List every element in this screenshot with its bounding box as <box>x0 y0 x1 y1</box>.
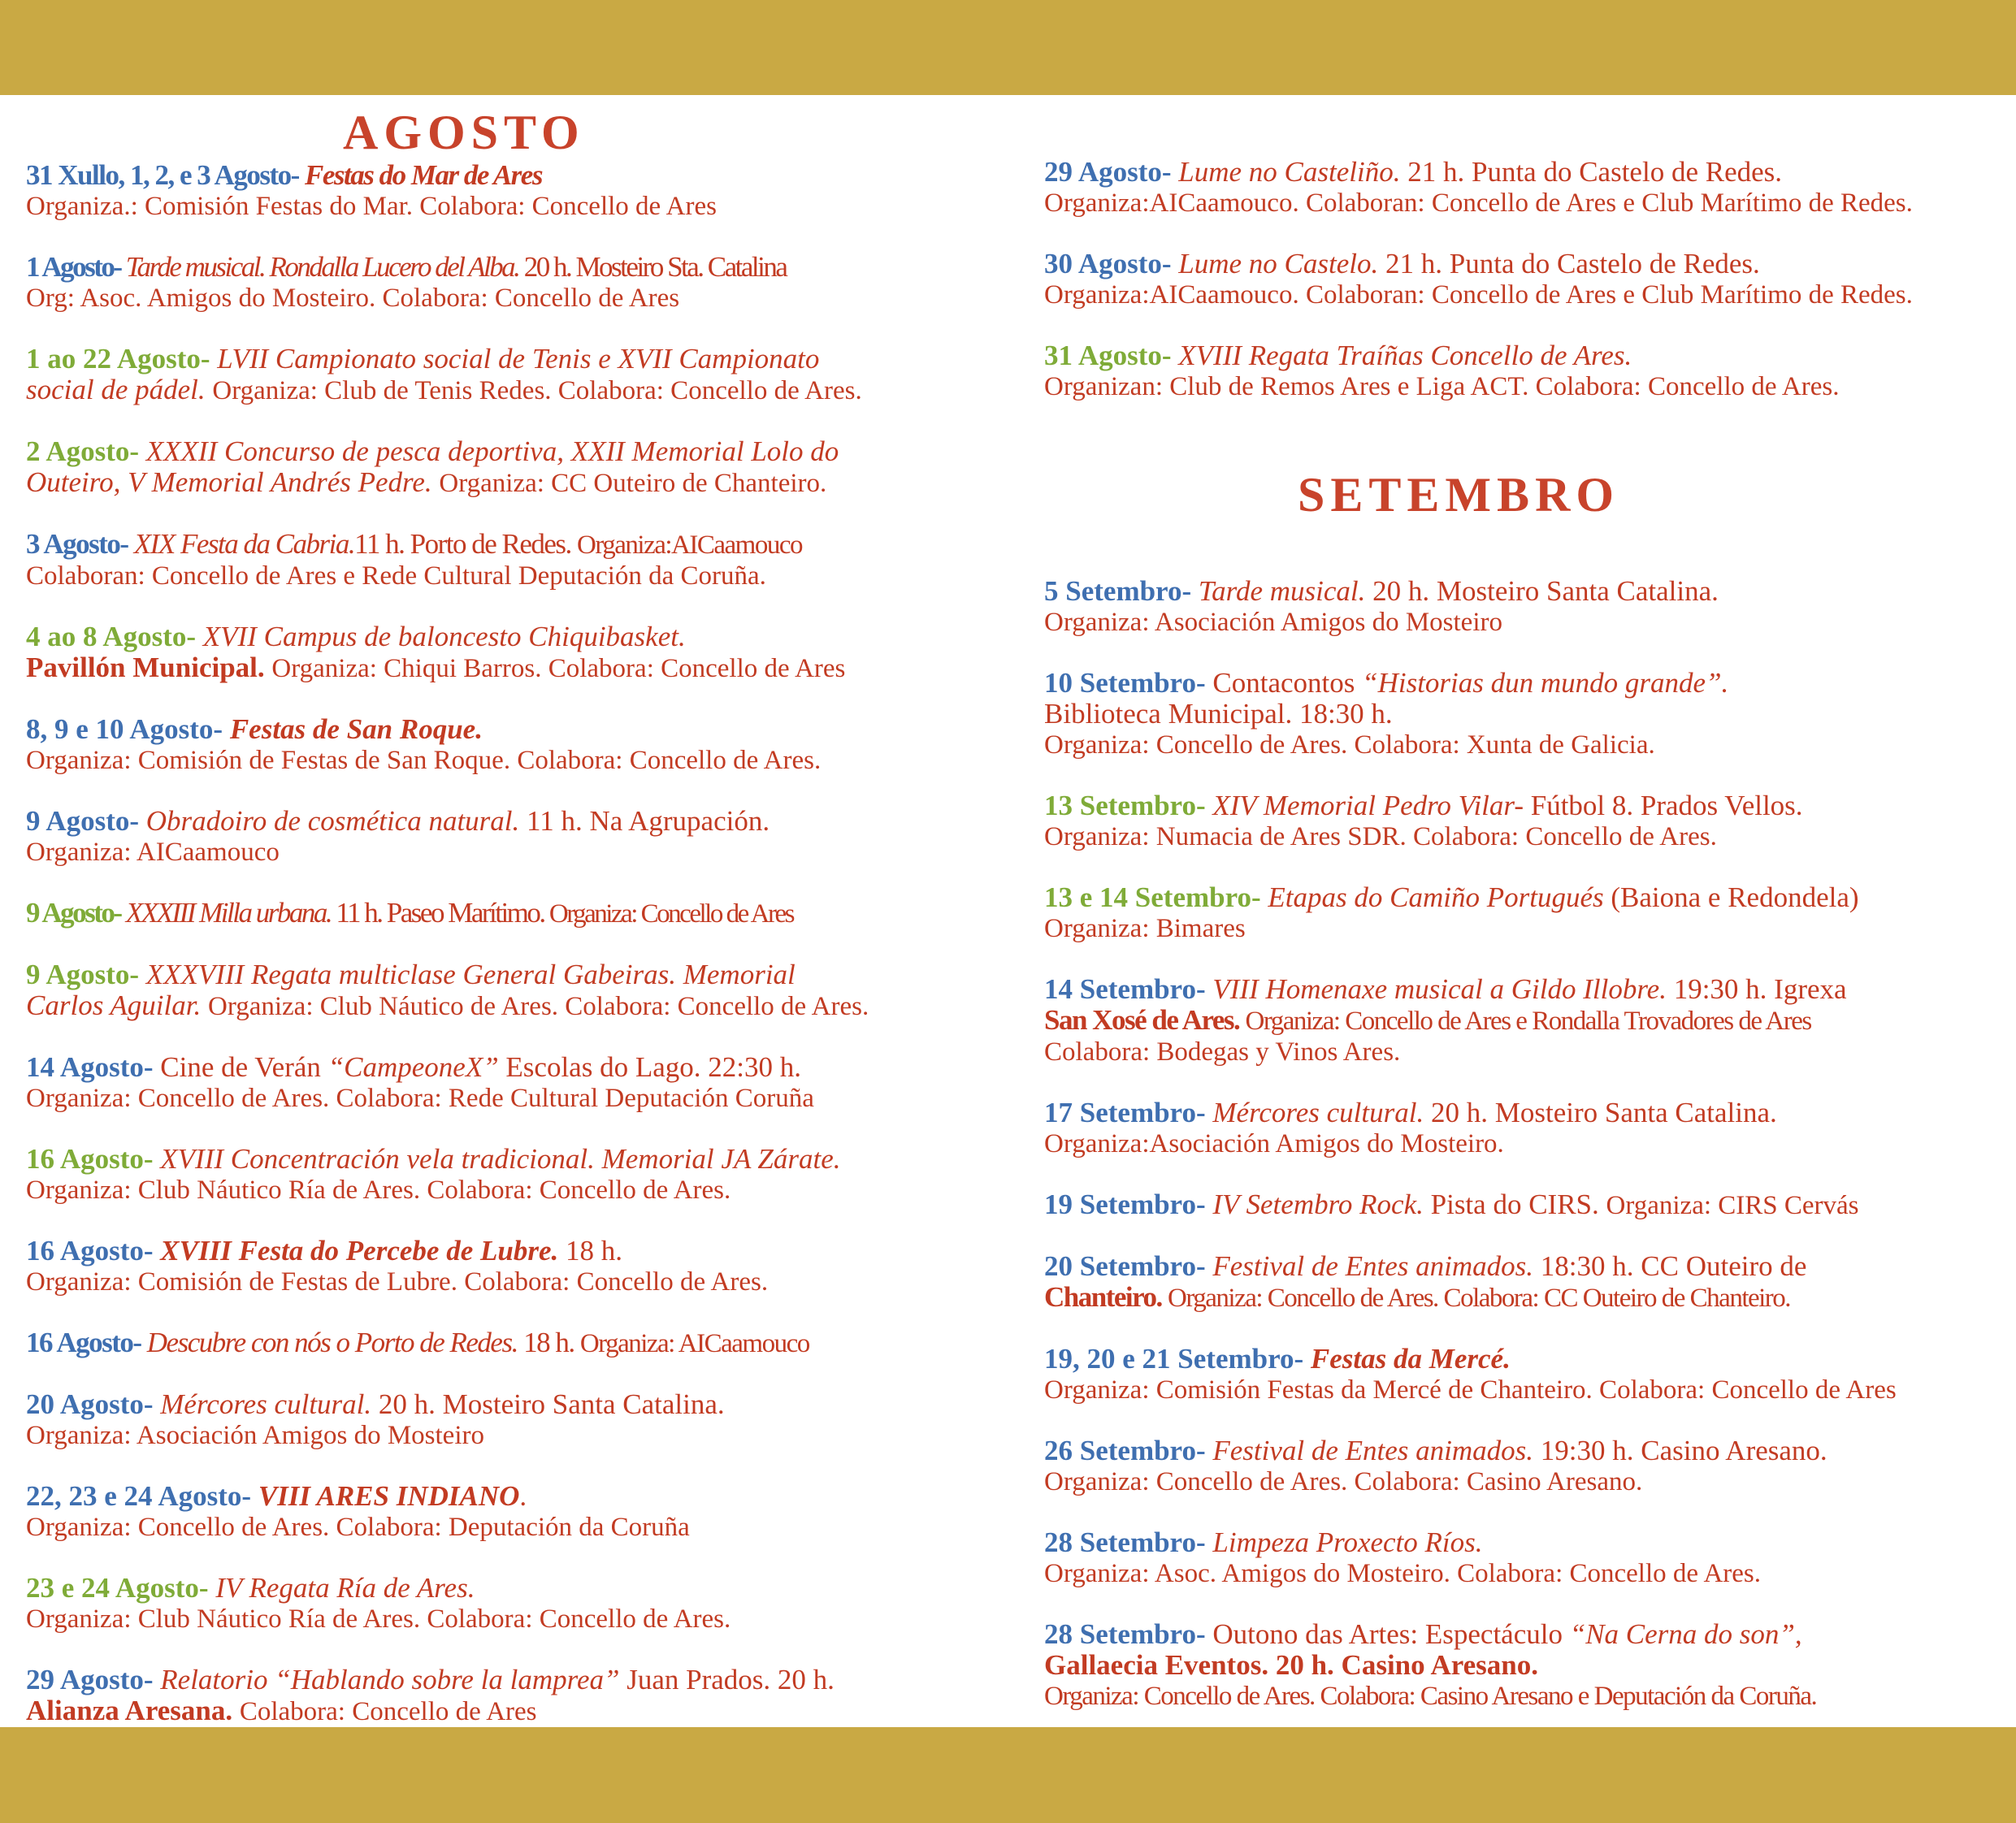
event-entry <box>26 959 1017 1022</box>
event-date: 19, 20 e 21 Setembro- <box>1044 1343 1304 1375</box>
event-date: 20 Setembro- <box>1044 1250 1206 1282</box>
event-detail: Juan Prados. 20 h. <box>626 1664 835 1695</box>
event-entry <box>1044 249 2003 310</box>
event-title: Obradoiro de cosmética natural. <box>145 805 520 837</box>
event-organizer: Organiza: Concello de Ares. Colabora: Deputación da Coruña <box>26 1513 690 1542</box>
event-detail: Cine de Verán <box>160 1051 321 1083</box>
top-gold-band <box>0 0 2016 95</box>
event-organizer: Organiza: Club Náutico de Ares. Colabora: Concello de Ares. <box>208 992 869 1021</box>
event-entry <box>26 1389 1017 1451</box>
event-date: 26 Setembro- <box>1044 1435 1206 1466</box>
event-entry <box>26 436 1017 499</box>
bottom-gold-band <box>0 1727 2016 1823</box>
event-detail: 19:30 h. Casino Aresano. <box>1540 1435 1827 1466</box>
event-entry <box>26 1573 1017 1635</box>
event-organizer: Organiza: AICaamouco <box>26 838 280 867</box>
event-title: IV Setembro Rock. <box>1212 1189 1424 1220</box>
event-date: 3 Agosto- <box>26 528 128 560</box>
event-detail: 20 h. Mosteiro Santa Catalina. <box>1372 575 1719 607</box>
event-detail: 21 h. Punta do Castelo de Redes. <box>1385 248 1760 279</box>
event-entry <box>26 1144 1017 1206</box>
event-collaborators: Colaboran: Concello de Ares e Rede Cultural Deputación da Coruña. <box>26 561 766 591</box>
event-entry <box>1044 340 2003 402</box>
event-detail: 11 h. Porto de Redes. <box>354 528 571 560</box>
event-organizer: Organiza:AICaamouco. Colaboran: Concello de Ares e Club Marítimo de Redes. <box>1044 280 1913 310</box>
event-entry <box>26 160 1017 222</box>
event-title: Festas do Mar de Ares <box>305 159 542 191</box>
event-organizer: Organiza: Club Náutico Ría de Ares. Colabora: Concello de Ares. <box>26 1176 731 1205</box>
event-title-cont: Outeiro, V Memorial Andrés Pedre. <box>26 466 432 498</box>
event-entry <box>26 714 1017 776</box>
event-title: Tarde musical. Rondalla Lucero del Alba. <box>125 251 519 283</box>
event-entry <box>26 1052 1017 1114</box>
event-detail: 19:30 h. Igrexa <box>1673 973 1847 1005</box>
event-date: 19 Setembro- <box>1044 1189 1206 1220</box>
event-date: 5 Setembro- <box>1044 575 1192 607</box>
event-detail: Fútbol 8. Prados Vellos. <box>1530 790 1803 821</box>
agosto-column <box>26 95 1017 1727</box>
event-organizer: Colabora: Concello de Ares <box>239 1697 537 1726</box>
event-date: 28 Setembro- <box>1044 1526 1206 1558</box>
event-entry <box>26 1665 1017 1727</box>
event-detail: Pista do CIRS. <box>1430 1189 1599 1220</box>
event-organizer: Organiza:Asociación Amigos do Mosteiro. <box>1044 1129 1504 1158</box>
event-entry <box>1044 1189 2003 1221</box>
event-entry <box>1044 1527 2003 1589</box>
event-organizer: Organiza:AICaamouco. Colaboran: Concello de Ares e Club Marítimo de Redes. <box>1044 188 1913 218</box>
event-organizer: Organiza: Comisión de Festas de Lubre. Colabora: Concello de Ares. <box>26 1267 769 1297</box>
event-title: “CampeoneX” <box>327 1051 499 1083</box>
event-collaborators: Colabora: Bodegas y Vinos Ares. <box>1044 1037 1401 1067</box>
event-organizer: Organiza: Concello de Ares <box>548 899 793 929</box>
event-title: Festas de San Roque. <box>229 713 483 745</box>
event-date: 14 Setembro- <box>1044 973 1206 1005</box>
event-entry <box>1044 576 2003 638</box>
agosto-heading: AGOSTO <box>343 106 585 159</box>
event-date: 29 Agosto- <box>1044 156 1172 188</box>
event-detail: 21 h. Punta do Castelo de Redes. <box>1407 156 1783 188</box>
event-organizer: Organiza: Asociación Amigos do Mosteiro <box>1044 608 1502 637</box>
event-title: Relatorio “Hablando sobre la lamprea” <box>160 1664 620 1695</box>
event-title: Festival de Entes animados. <box>1212 1435 1534 1466</box>
event-title-cont: social de pádel. <box>26 374 206 405</box>
event-venue: Biblioteca Municipal. 18:30 h. <box>1044 698 1393 730</box>
event-organizer: Org: Asoc. Amigos do Mosteiro. Colabora: Concello de Ares <box>26 284 680 313</box>
event-organizer: Organiza: Numacia de Ares SDR. Colabora: Concello de Ares. <box>1044 822 1717 851</box>
event-detail: 11 h. Na Agrupación. <box>527 805 770 837</box>
event-title: Descubre con nós o Porto de Redes. <box>146 1327 518 1358</box>
event-title: VIII Homenaxe musical a Gildo Illobre. <box>1212 973 1667 1005</box>
event-date: 13 Setembro- <box>1044 790 1206 821</box>
event-entry <box>26 621 1017 684</box>
event-entry <box>1044 157 2003 219</box>
event-entry <box>1044 1251 2003 1314</box>
event-detail: Contacontos <box>1212 667 1355 699</box>
event-detail: 18 h. <box>565 1235 622 1267</box>
event-organizer: Organiza: Concello de Ares. Colabora: CC Outeiro de Chanteiro. <box>1168 1284 1791 1313</box>
event-date: 16 Agosto- <box>26 1327 141 1358</box>
event-date: 13 e 14 Setembro- <box>1044 881 1261 913</box>
event-date: 4 ao 8 Agosto- <box>26 621 197 652</box>
event-entry <box>1044 668 2003 760</box>
event-title: Lume no Castelo. <box>1178 248 1379 279</box>
event-date: 23 e 24 Agosto- <box>26 1572 209 1604</box>
event-venue: Chanteiro. <box>1044 1281 1162 1313</box>
event-title: Mércores cultural. <box>1212 1097 1424 1128</box>
event-detail: (Baiona e Redondela) <box>1611 881 1859 913</box>
event-entry <box>1044 882 2003 944</box>
event-venue: Gallaecia Eventos. 20 h. Casino Aresano. <box>1044 1649 1539 1681</box>
setembro-heading: SETEMBRO <box>1298 468 1620 522</box>
event-organizer: Organiza.: Comisión Festas do Mar. Colabora: Concello de Ares <box>26 192 717 221</box>
event-date: 28 Setembro- <box>1044 1618 1206 1650</box>
event-title: XXXVIII Regata multiclase General Gabeiras. Memorial <box>145 959 796 990</box>
event-organizer: Organiza: Chiqui Barros. Colabora: Concello de Ares <box>271 654 846 683</box>
event-date: 22, 23 e 24 Agosto- <box>26 1480 252 1512</box>
event-title: XIV Memorial Pedro Vilar- <box>1212 790 1524 821</box>
event-entry <box>26 1236 1017 1297</box>
event-title: XIX Festa da Cabria. <box>133 528 355 560</box>
event-title-cont: Carlos Aguilar. <box>26 989 202 1021</box>
event-date: 16 Agosto- <box>26 1143 154 1175</box>
event-date: 14 Agosto- <box>26 1051 154 1083</box>
event-venue: San Xosé de Ares. <box>1044 1004 1240 1036</box>
event-entry <box>1044 1098 2003 1159</box>
event-organizer: Organiza:AICaamouco <box>577 530 802 560</box>
event-title: Festas da Mercé. <box>1310 1343 1511 1375</box>
event-entry <box>1044 1344 2003 1405</box>
event-entry <box>26 898 1017 929</box>
event-detail: 11 h. Paseo Marítimo. <box>336 897 544 929</box>
event-title: XVIII Festa do Percebe de Lubre. <box>160 1235 559 1267</box>
event-detail: 18 h. <box>523 1327 574 1358</box>
event-organizer: Organiza: Concello de Ares. Colabora: Xunta de Galicia. <box>1044 730 1655 760</box>
event-entry <box>26 1327 1017 1359</box>
event-date: 8, 9 e 10 Agosto- <box>26 713 223 745</box>
event-entry <box>26 1481 1017 1543</box>
event-title: “Historias dun mundo grande”. <box>1362 667 1729 699</box>
event-date: 1 ao 22 Agosto- <box>26 343 210 375</box>
event-date: 9 Agosto- <box>26 805 140 837</box>
event-title: Limpeza Proxecto Ríos. <box>1212 1526 1483 1558</box>
event-entry <box>26 344 1017 406</box>
event-title: IV Regata Ría de Ares. <box>215 1572 475 1604</box>
event-title: XXXII Concurso de pesca deportiva, XXII Memorial Lolo do <box>145 435 839 467</box>
event-entry <box>1044 790 2003 852</box>
event-organizer: Organiza: Bimares <box>1044 914 1246 943</box>
event-organizer: Organiza: Asociación Amigos do Mosteiro <box>26 1421 484 1450</box>
event-organizer: Organiza: AICaamouco <box>579 1329 809 1358</box>
event-detail: Pavillón Municipal. <box>26 652 265 683</box>
right-column <box>1044 95 2003 1712</box>
event-organizer: Organiza: Comisión de Festas de San Roque. Colabora: Concello de Ares. <box>26 746 822 775</box>
event-detail: 20 h. Mosteiro Sta. Catalina <box>523 251 787 283</box>
event-title: VIII ARES INDIANO <box>258 1480 520 1512</box>
event-date: 9 Agosto- <box>26 959 140 990</box>
event-date: 9 Agosto- <box>26 897 121 929</box>
event-title: Festival de Entes animados. <box>1212 1250 1534 1282</box>
event-venue: Alianza Aresana. <box>26 1695 233 1726</box>
event-detail: 20 h. Mosteiro Santa Catalina. <box>378 1388 725 1420</box>
event-title: Mércores cultural. <box>160 1388 372 1420</box>
event-entry <box>26 806 1017 868</box>
event-date: 30 Agosto- <box>1044 248 1172 279</box>
event-title: XVIII Concentración vela tradicional. Memorial JA Zárate. <box>160 1143 841 1175</box>
event-title: Tarde musical. <box>1198 575 1366 607</box>
event-entry <box>1044 974 2003 1067</box>
event-title: XVIII Regata Traíñas Concello de Ares. <box>1178 340 1632 371</box>
event-detail: Escolas do Lago. 22:30 h. <box>505 1051 801 1083</box>
event-title: XXXIII Milla urbana. <box>125 897 332 929</box>
event-title: “Na Cerna do son”, <box>1569 1618 1802 1650</box>
event-organizer: Organiza: Asoc. Amigos do Mosteiro. Colabora: Concello de Ares. <box>1044 1559 1762 1588</box>
event-organizer: Organiza: Comisión Festas da Mercé de Chanteiro. Colabora: Concello de Ares <box>1044 1375 1897 1405</box>
event-detail: . <box>519 1480 527 1512</box>
event-date: 31 Agosto- <box>1044 340 1172 371</box>
event-organizer: Organizan: Club de Remos Ares e Liga ACT. Colabora: Concello de Ares. <box>1044 372 1840 401</box>
event-date: 16 Agosto- <box>26 1235 154 1267</box>
event-organizer: Organiza: Concello de Ares e Rondalla Trovadores de Ares <box>1245 1007 1811 1036</box>
event-title: XVII Campus de baloncesto Chiquibasket. <box>202 621 686 652</box>
event-organizer: Organiza: Concello de Ares. Colabora: Rede Cultural Deputación Coruña <box>26 1084 814 1113</box>
event-title: Lume no Casteliño. <box>1178 156 1401 188</box>
event-date: 20 Agosto- <box>26 1388 154 1420</box>
event-entry <box>1044 1619 2003 1712</box>
event-detail: 20 h. Mosteiro Santa Catalina. <box>1430 1097 1777 1128</box>
event-date: 17 Setembro- <box>1044 1097 1206 1128</box>
event-organizer: Organiza: CIRS Cervás <box>1606 1191 1859 1220</box>
event-entry <box>26 252 1017 314</box>
event-organizer: Organiza: Club Náutico Ría de Ares. Colabora: Concello de Ares. <box>26 1604 731 1634</box>
event-date: 31 Xullo, 1, 2, e 3 Agosto- <box>26 159 299 191</box>
event-entry <box>1044 1435 2003 1497</box>
event-date: 10 Setembro- <box>1044 667 1206 699</box>
event-organizer: Organiza: Concello de Ares. Colabora: Casino Aresano. <box>1044 1467 1643 1496</box>
event-entry <box>26 529 1017 591</box>
event-date: 29 Agosto- <box>26 1664 154 1695</box>
event-detail: Outono das Artes: Espectáculo <box>1212 1618 1563 1650</box>
event-date: 1 Agosto- <box>26 251 121 283</box>
event-date: 2 Agosto- <box>26 435 140 467</box>
event-organizer: Organiza: Concello de Ares. Colabora: Casino Aresano e Deputación da Coruña. <box>1044 1682 1817 1711</box>
event-organizer: Organiza: Club de Tenis Redes. Colabora: Concello de Ares. <box>212 376 862 405</box>
event-detail: 18:30 h. CC Outeiro de <box>1540 1250 1807 1282</box>
event-title: LVII Campionato social de Tenis e XVII Campionato <box>217 343 820 375</box>
event-title: Etapas do Camiño Portugués <box>1268 881 1604 913</box>
event-organizer: Organiza: CC Outeiro de Chanteiro. <box>439 469 827 498</box>
